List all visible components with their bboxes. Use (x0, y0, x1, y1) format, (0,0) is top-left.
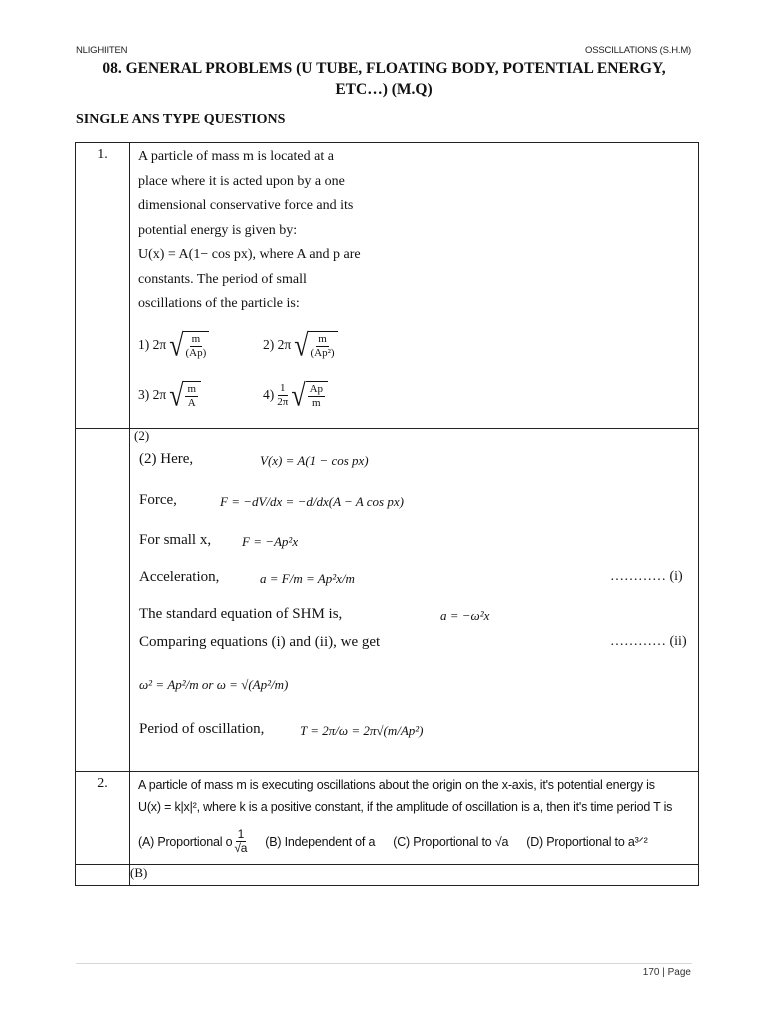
question-1-options (138, 321, 388, 421)
question-2-number: 2. (76, 772, 130, 865)
footer-divider (76, 963, 692, 964)
option-2: 2) 2π √ $\frac{m}{\text{(Ap²)}}$ (263, 331, 388, 360)
option-3: 3) 2π √ $\frac{m}{A}$ (138, 381, 263, 410)
section-heading: SINGLE ANS TYPE QUESTIONS (76, 112, 286, 127)
option-d: (D) Proportional to a³ᐟ² (526, 834, 648, 849)
q1-line: potential energy is given by: (138, 222, 298, 238)
sol-line-force: Force, (139, 492, 177, 508)
question-1-cell (130, 143, 699, 429)
sol-eq-acceleration: a = F/m = Ap²x/m (260, 571, 355, 586)
question-2-text (130, 772, 698, 855)
answer-1: (2) (134, 428, 150, 443)
sol-eq-force: F = −dV/dx = −d/dx(A − A cos px) (220, 494, 404, 509)
sol-line-acceleration: Acceleration, (139, 569, 220, 585)
sol-line-comparing: Comparing equations (i) and (ii), we get (139, 634, 381, 650)
question-1-number: 1. (76, 143, 130, 429)
q1-line: constants. The period of small (138, 271, 307, 287)
page-number: 170 | Page (642, 967, 691, 978)
q1-line: place where it is acted upon by a one (138, 173, 345, 189)
page-title (76, 58, 692, 100)
solution-1-number-cell (76, 429, 130, 772)
sol-tag-i: ………… (i) (610, 569, 683, 584)
question-1-text (130, 143, 388, 421)
sol-line-shm: The standard equation of SHM is, (139, 606, 343, 622)
sol-eq-omega: ω² = Ap²/m or ω = √(Ap²/m) (139, 677, 289, 692)
sol-eq-shm: a = −ω²x (440, 608, 490, 623)
question-2-row (76, 772, 699, 865)
question-2-options (138, 828, 698, 855)
question-1-row (76, 143, 699, 429)
q1-line: A particle of mass m is located at a (138, 149, 334, 164)
q2-line-2: U(x) = k|x|², where k is a positive constant, if the amplitude of oscillation is a, then it's time period T is (138, 800, 673, 814)
questions-table (75, 142, 699, 886)
sol-eq-small-x: F = −Ap²x (242, 534, 299, 549)
option-4: 4) $\frac{1}{2\pi}$ √ $\frac{Ap}{m}$ (263, 381, 388, 410)
option-c: (C) Proportional to √a (393, 834, 509, 849)
solution-1 (130, 429, 698, 771)
option-1: 1) 2π √ $\frac{m}{(Ap)}$ (138, 331, 263, 360)
q2-line-1: A particle of mass m is executing oscillations about the origin on the x-axis, it's potential energy is (138, 778, 655, 792)
option-b: (B) Independent of a (265, 834, 376, 849)
solution-1-row (76, 429, 699, 772)
answer-2: (B) (130, 865, 699, 886)
sol-line-small-x: For small x, (139, 532, 212, 548)
sol-tag-ii: ………… (ii) (610, 634, 687, 649)
sol-line-period: Period of oscillation, (139, 721, 265, 737)
option-a: (A) Proportional o $\frac{1}{√a}$ (138, 827, 248, 855)
header-right: OSSCILLATIONS (S.H.M) (585, 45, 691, 56)
title-line-2: ETC…) (M.Q) (335, 81, 433, 98)
q1-line: oscillations of the particle is: (138, 296, 300, 311)
solution-1-cell (130, 429, 699, 772)
sol-eq-period: T = 2π/ω = 2π√(m/Ap²) (300, 723, 424, 738)
header-left: NLIGHIITEN (76, 45, 128, 56)
sol-line-here: (2) Here, (139, 451, 194, 467)
title-line-1: 08. GENERAL PROBLEMS (U TUBE, FLOATING BODY, POTENTIAL ENERGY, (102, 60, 666, 77)
answer-2-number-cell (76, 865, 130, 886)
question-2-cell (130, 772, 699, 865)
sol-eq-potential: V(x) = A(1 − cos px) (260, 453, 369, 468)
q1-line: dimensional conservative force and its (138, 198, 354, 213)
answer-2-row (76, 865, 699, 886)
q1-line: U(x) = A(1− cos px), where A and p are (138, 247, 361, 262)
